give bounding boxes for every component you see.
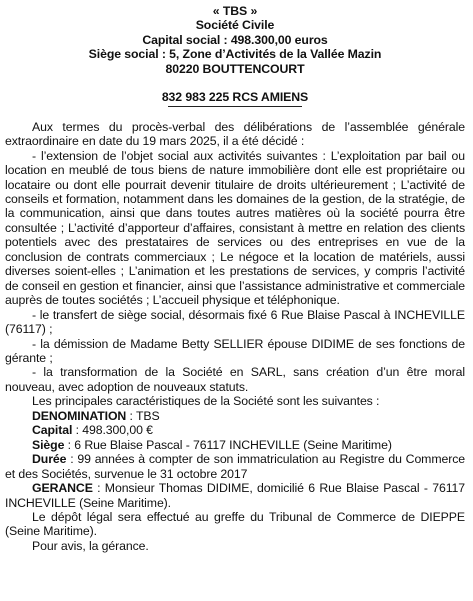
company-rcs: 832 983 225 RCS AMIENS — [161, 90, 309, 105]
field-value: : TBS — [126, 408, 160, 423]
company-address-line1: Siège social : 5, Zone d’Activités de la Vallée Mazin — [88, 47, 382, 62]
field-value: : 498.300,00 € — [72, 423, 153, 438]
field-label: Capital — [32, 423, 73, 438]
field-value: : 6 Rue Blaise Pascal - 76117 INCHEVILLE (Seine Maritime) — [64, 437, 392, 452]
intro-paragraph: Aux termes du procès-verbal des délibérations de l’assemblée générale extraordinaire en date du 19 mars 2025, il a été décidé : — [5, 119, 465, 149]
field-value: : 99 années à compter de son immatriculation au Registre du Commerce et des Sociétés, survenue le 31 octobre 2017 — [5, 452, 465, 481]
characteristics-intro: Les principales caractéristiques de la Société sont les suivantes : — [32, 394, 380, 409]
decision-item-transformation: - la transformation de la Société en SARL, sans création d’un être moral nouveau, avec adoption de nouveaux statuts. — [5, 365, 465, 394]
field-label: Siège — [32, 437, 65, 452]
decision-item-transfer: - le transfert de siège social, désormais fixé 6 Rue Blaise Pascal à INCHEVILLE (76117) ; — [5, 307, 465, 337]
field-capital — [5, 423, 465, 437]
company-capital: Capital social : 498.300,00 euros — [142, 32, 328, 47]
closing-line: Pour avis, la gérance. — [32, 538, 149, 553]
field-label: DENOMINATION — [32, 408, 127, 423]
notice-header — [5, 4, 465, 107]
spacer — [5, 107, 465, 120]
field-siege — [5, 438, 465, 452]
company-form: Société Civile — [195, 18, 275, 33]
field-label: Durée — [32, 452, 67, 467]
decision-item-resignation: - la démission de Madame Betty SELLIER épouse DIDIME de ses fonctions de gérante ; — [5, 336, 465, 365]
company-name: « TBS » — [212, 4, 258, 18]
field-gerance — [5, 481, 465, 510]
company-address-line2: 80220 BOUTTENCOURT — [165, 61, 305, 76]
field-denomination — [5, 409, 465, 423]
field-value: : Monsieur Thomas DIDIME, domicilié 6 Rue Blaise Pascal - 76117 INCHEVILLE (Seine Maritime). — [5, 481, 465, 510]
field-label: GERANCE — [32, 481, 93, 496]
legal-deposit-paragraph: Le dépôt légal sera effectué au greffe du Tribunal de Commerce de DIEPPE (Seine Maritime). — [5, 509, 465, 539]
spacer — [5, 76, 465, 90]
field-duree — [5, 452, 465, 481]
decision-item-object: - l’extension de l’objet social aux activités suivantes : L’exploitation par bail ou location en meublé de tous biens de nature immobilière dont elle est propriétaire ou locataire ou dont elle pourrait devenir titulaire de droits ultérieurement ; L’activité de conseils et formation, notamment dans les domaines de la gestion, de la stratégie, de la communication, ainsi que dans toutes autres matières où la société pourra être consultée ; L’activité d’apporteur d’affaires, consistant à mettre en relation des clients potentiels avec des prestataires de services ou des entreprises en vue de la conclusion de contrats commerciaux ; Le négoce et la location de matériels, aussi diverses soient-elles ; L’animation et les prestations de services, y compris l’activité de conseil en gestion et financier, ainsi que l’assistance administrative et commerciale auprès de toutes sociétés ; L’accueil physique et téléphonique. — [5, 148, 465, 308]
